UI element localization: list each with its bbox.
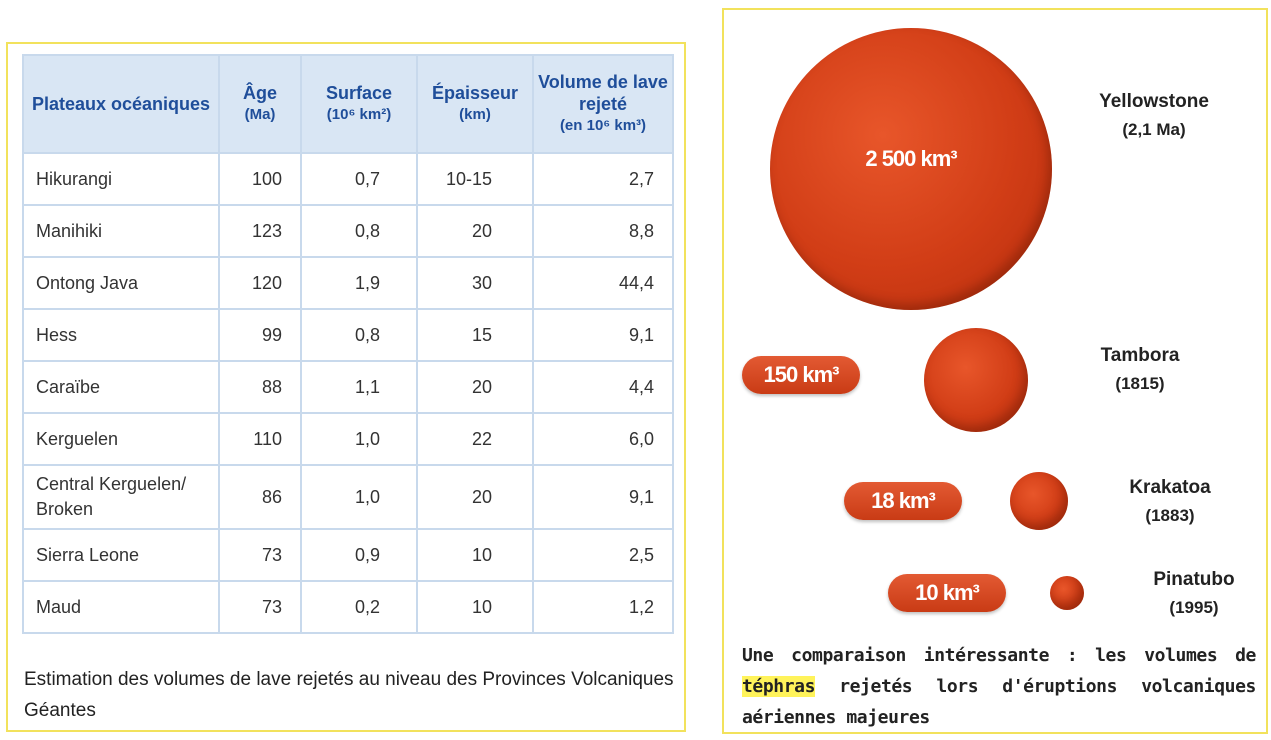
header-age-title: Âge	[242, 83, 277, 103]
cell-surface: 1,9	[301, 257, 417, 309]
tephras-highlight: téphras	[742, 676, 816, 697]
tephra-comparison-panel	[722, 8, 1268, 734]
cell-age: 110	[219, 413, 301, 465]
yellowstone-name: Yellowstone	[1099, 91, 1209, 112]
caption-text-after: rejetés lors d'éruptions volcaniques aériennes majeures	[742, 676, 1256, 728]
cell-age: 73	[219, 529, 301, 581]
cell-volume: 1,2	[533, 581, 673, 633]
cell-age: 73	[219, 581, 301, 633]
header-volume-unit: (en 10⁶ km³)	[559, 117, 647, 134]
cell-name: Sierra Leone	[23, 529, 219, 581]
lava-volume-table-panel	[6, 42, 686, 732]
pinatubo-date: (1995)	[1169, 598, 1219, 617]
table-row	[23, 257, 673, 309]
lava-volume-table	[22, 54, 674, 634]
table-caption: Estimation des volumes de lave rejetés au niveau des Provinces Volcaniques Géantes	[24, 669, 674, 721]
header-volume	[533, 55, 673, 153]
caption-text-before: Une comparaison intéressante : les volumes de	[742, 645, 1256, 666]
table-row	[23, 309, 673, 361]
cell-surface: 0,8	[301, 205, 417, 257]
header-epaisseur-title: Épaisseur	[431, 83, 519, 103]
cell-surface: 1,1	[301, 361, 417, 413]
cell-name: Hess	[23, 309, 219, 361]
yellowstone-volume-label: 2 500 km³	[865, 146, 957, 171]
pinatubo-volume-pill: 10 km³	[888, 574, 1006, 612]
table-row	[23, 529, 673, 581]
cell-epaisseur: 30	[417, 257, 533, 309]
pinatubo-bubble	[1050, 576, 1084, 610]
cell-age: 86	[219, 465, 301, 529]
cell-epaisseur: 20	[417, 205, 533, 257]
cell-surface: 0,9	[301, 529, 417, 581]
cell-epaisseur: 20	[417, 361, 533, 413]
cell-volume: 44,4	[533, 257, 673, 309]
krakatoa-bubble	[1010, 472, 1068, 530]
cell-name: Hikurangi	[23, 153, 219, 205]
table-row	[23, 465, 673, 529]
table-row	[23, 413, 673, 465]
krakatoa-name-block	[1100, 474, 1240, 530]
tambora-date: (1815)	[1115, 374, 1165, 393]
cell-epaisseur: 15	[417, 309, 533, 361]
header-surface-unit: (10⁶ km²)	[326, 106, 392, 123]
header-age	[219, 55, 301, 153]
cell-surface: 1,0	[301, 465, 417, 529]
table-row	[23, 153, 673, 205]
tambora-name: Tambora	[1100, 345, 1180, 366]
cell-name: Kerguelen	[23, 413, 219, 465]
header-surface	[301, 55, 417, 153]
cell-epaisseur: 22	[417, 413, 533, 465]
header-surface-title: Surface	[325, 83, 393, 103]
tambora-bubble	[924, 328, 1028, 432]
cell-surface: 0,8	[301, 309, 417, 361]
cell-age: 123	[219, 205, 301, 257]
tambora-volume-pill: 150 km³	[742, 356, 860, 394]
cell-surface: 0,2	[301, 581, 417, 633]
pinatubo-name: Pinatubo	[1153, 569, 1235, 590]
table-row	[23, 581, 673, 633]
pinatubo-name-block	[1124, 566, 1264, 622]
yellowstone-date: (2,1 Ma)	[1122, 120, 1186, 139]
cell-volume: 4,4	[533, 361, 673, 413]
cell-name: Caraïbe	[23, 361, 219, 413]
cell-epaisseur: 10-15	[417, 153, 533, 205]
cell-volume: 2,5	[533, 529, 673, 581]
cell-surface: 1,0	[301, 413, 417, 465]
cell-volume: 9,1	[533, 465, 673, 529]
cell-volume: 9,1	[533, 309, 673, 361]
cell-name: Central Kerguelen/ Broken	[23, 465, 219, 529]
cell-epaisseur: 10	[417, 529, 533, 581]
header-epaisseur-unit: (km)	[459, 106, 491, 123]
table-row	[23, 361, 673, 413]
tephra-caption	[742, 640, 1256, 733]
krakatoa-volume-pill: 18 km³	[844, 482, 962, 520]
cell-epaisseur: 10	[417, 581, 533, 633]
cell-volume: 8,8	[533, 205, 673, 257]
header-epaisseur	[417, 55, 533, 153]
header-plateaux	[23, 55, 219, 153]
cell-volume: 6,0	[533, 413, 673, 465]
cell-surface: 0,7	[301, 153, 417, 205]
cell-volume: 2,7	[533, 153, 673, 205]
cell-name: Ontong Java	[23, 257, 219, 309]
header-age-unit: (Ma)	[244, 106, 276, 123]
cell-epaisseur: 20	[417, 465, 533, 529]
tambora-name-block	[1070, 342, 1210, 398]
header-volume-title: Volume de lave rejeté	[538, 72, 668, 114]
cell-name: Maud	[23, 581, 219, 633]
cell-age: 88	[219, 361, 301, 413]
header-plateaux-title: Plateaux océaniques	[31, 94, 211, 114]
yellowstone-name-block	[1054, 88, 1254, 144]
cell-name: Manihiki	[23, 205, 219, 257]
krakatoa-name: Krakatoa	[1129, 477, 1211, 498]
cell-age: 100	[219, 153, 301, 205]
cell-age: 120	[219, 257, 301, 309]
table-header-row	[23, 55, 673, 153]
cell-age: 99	[219, 309, 301, 361]
krakatoa-date: (1883)	[1145, 506, 1195, 525]
table-row	[23, 205, 673, 257]
